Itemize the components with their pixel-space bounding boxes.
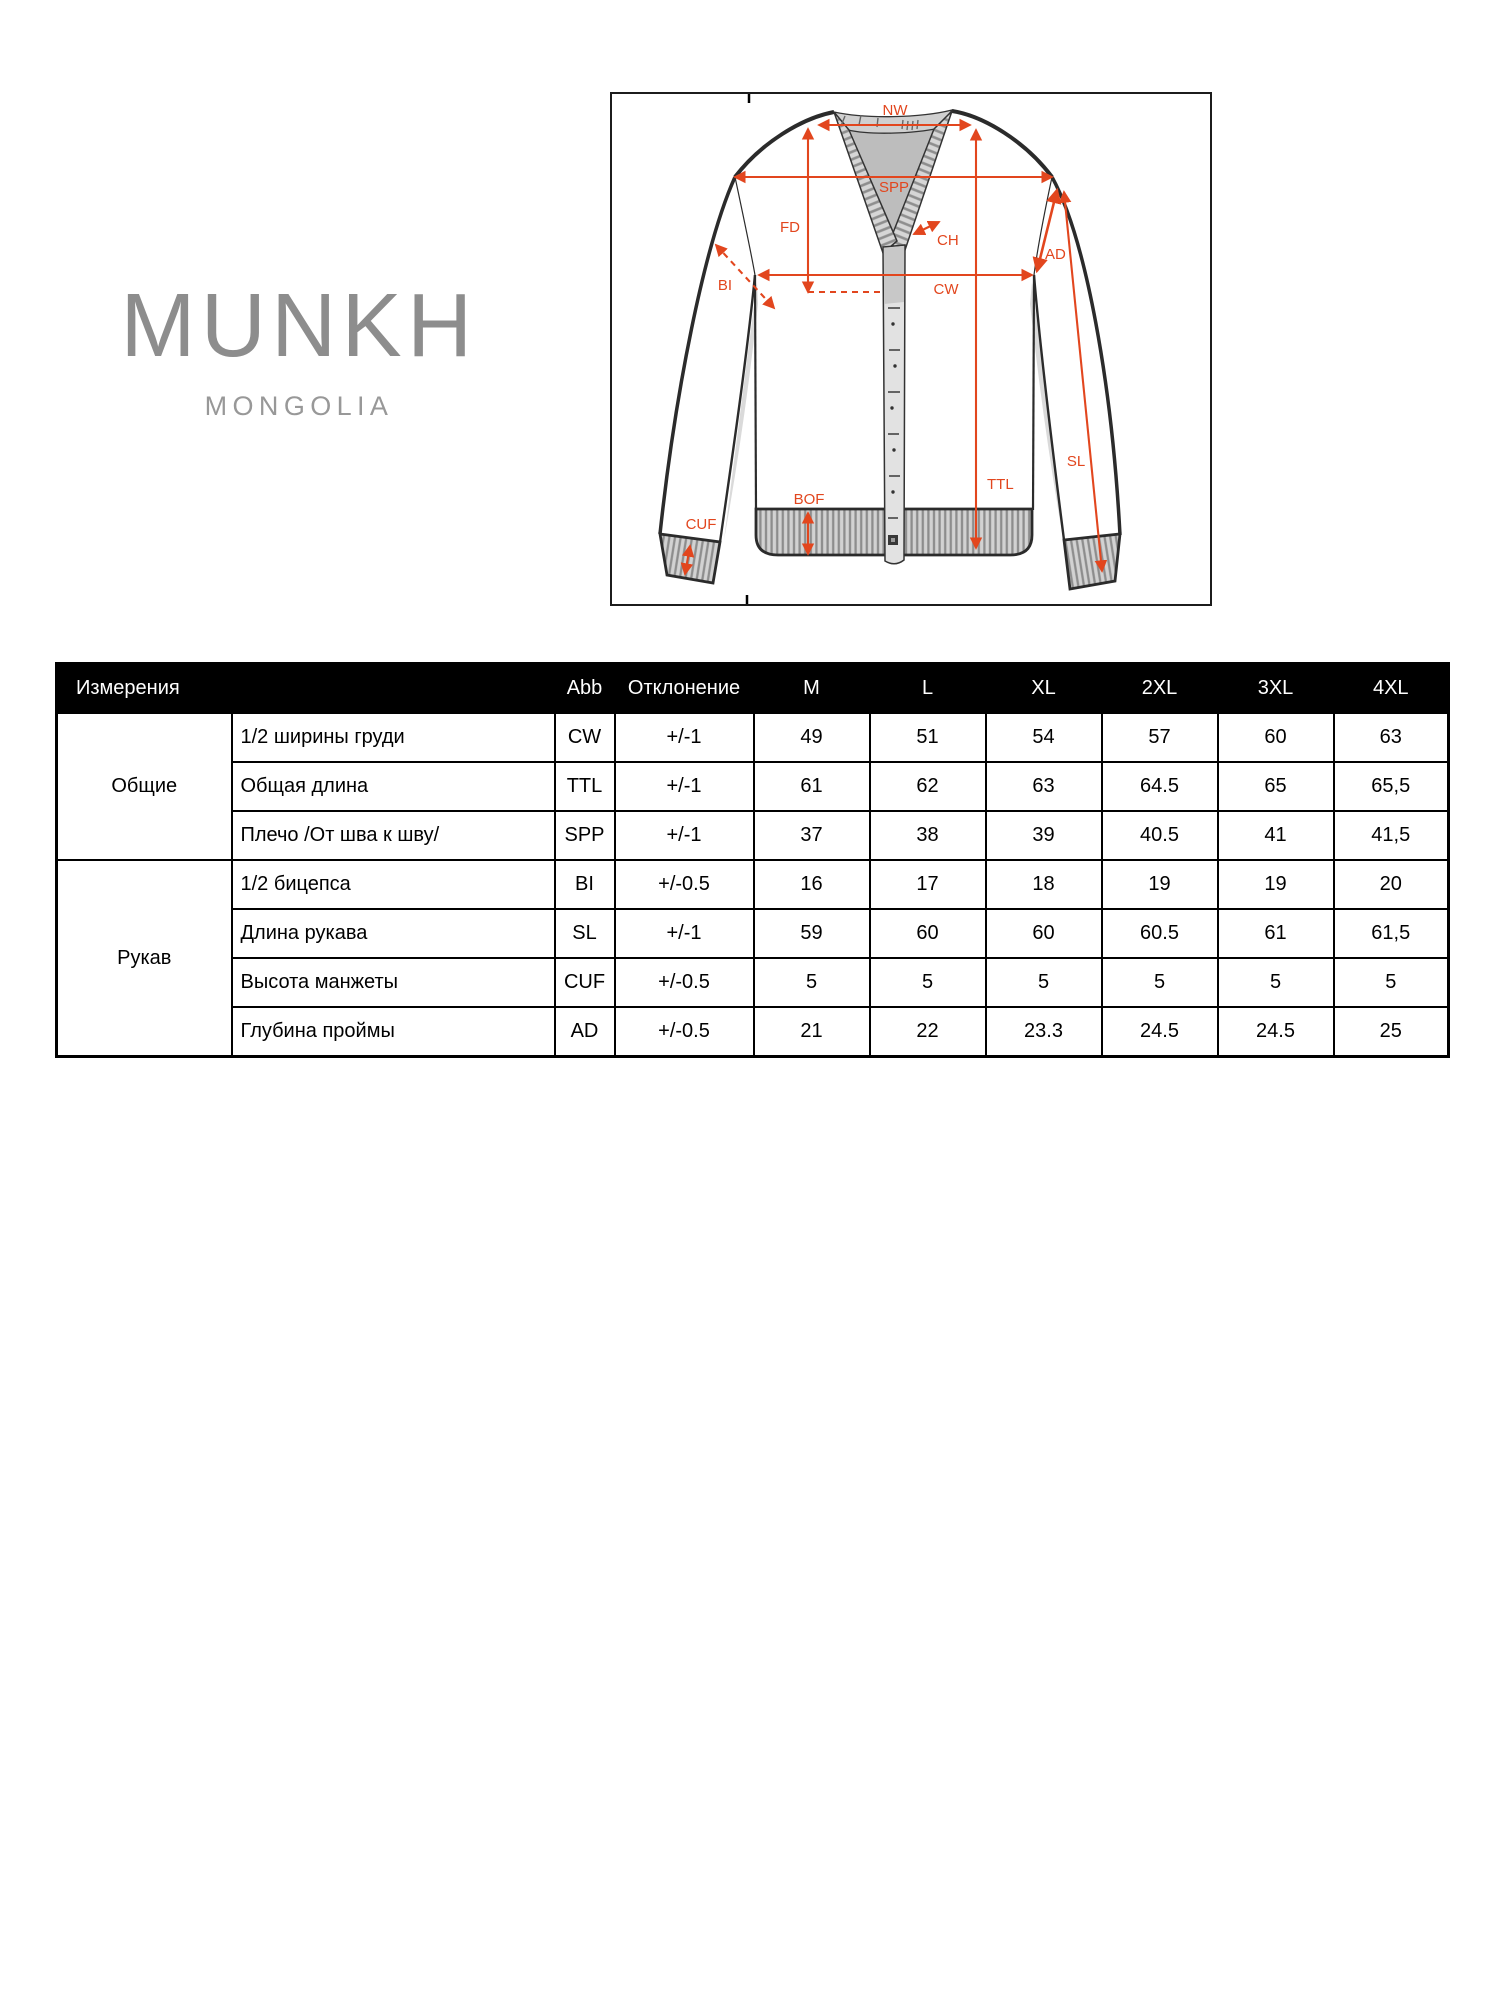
size-value-cell: 23.3 xyxy=(986,1007,1102,1057)
header-abb: Abb xyxy=(555,664,615,714)
header-size-3xl: 3XL xyxy=(1218,664,1334,714)
measurement-name-cell: Длина рукава xyxy=(232,909,555,958)
measure-label-ch: CH xyxy=(937,232,959,249)
size-value-cell: 19 xyxy=(1102,860,1218,909)
header-size-l: L xyxy=(870,664,986,714)
measurement-name-cell: Плечо /От шва к шву/ xyxy=(232,811,555,860)
size-value-cell: 51 xyxy=(870,713,986,762)
table-row xyxy=(57,1007,1449,1057)
header-size-xl: XL xyxy=(986,664,1102,714)
deviation-cell: +/-0.5 xyxy=(615,958,754,1007)
measure-label-spp: SPP xyxy=(878,179,910,196)
measure-label-nw: NW xyxy=(882,102,908,119)
size-value-cell: 5 xyxy=(754,958,870,1007)
size-value-cell: 20 xyxy=(1334,860,1449,909)
measurement-name-cell: 1/2 бицепса xyxy=(232,860,555,909)
size-value-cell: 62 xyxy=(870,762,986,811)
measurement-name-cell: Глубина проймы xyxy=(232,1007,555,1057)
size-value-cell: 60 xyxy=(870,909,986,958)
group-cell: Рукав xyxy=(57,860,232,1057)
size-value-cell: 17 xyxy=(870,860,986,909)
header-deviation: Отклонение xyxy=(615,664,754,714)
header-measurements: Измерения xyxy=(57,664,555,714)
size-value-cell: 22 xyxy=(870,1007,986,1057)
header-size-m: M xyxy=(754,664,870,714)
size-value-cell: 41 xyxy=(1218,811,1334,860)
measurement-name-cell: 1/2 ширины груди xyxy=(232,713,555,762)
size-value-cell: 5 xyxy=(1218,958,1334,1007)
measure-label-fd: FD xyxy=(780,219,800,236)
size-value-cell: 64.5 xyxy=(1102,762,1218,811)
left-cuff-ribbing xyxy=(660,534,720,583)
deviation-cell: +/-0.5 xyxy=(615,860,754,909)
size-value-cell: 60 xyxy=(1218,713,1334,762)
table-row xyxy=(57,909,1449,958)
right-cuff-ribbing xyxy=(1064,534,1120,589)
size-value-cell: 60 xyxy=(986,909,1102,958)
size-value-cell: 39 xyxy=(986,811,1102,860)
brand-subtitle: MONGOLIA xyxy=(204,391,394,421)
size-value-cell: 61,5 xyxy=(1334,909,1449,958)
abbreviation-cell: TTL xyxy=(555,762,615,811)
size-value-cell: 61 xyxy=(754,762,870,811)
table-header-row xyxy=(57,664,1449,714)
size-value-cell: 5 xyxy=(1102,958,1218,1007)
brand-logo xyxy=(118,276,480,421)
measure-label-ttl: TTL xyxy=(987,476,1014,493)
measurement-name-cell: Общая длина xyxy=(232,762,555,811)
size-value-cell: 18 xyxy=(986,860,1102,909)
abbreviation-cell: BI xyxy=(555,860,615,909)
header-size-4xl: 4XL xyxy=(1334,664,1449,714)
size-table xyxy=(55,662,1450,1058)
deviation-cell: +/-1 xyxy=(615,713,754,762)
garment-diagram xyxy=(612,94,1210,604)
size-value-cell: 5 xyxy=(870,958,986,1007)
size-value-cell: 19 xyxy=(1218,860,1334,909)
measure-label-cuf: CUF xyxy=(685,516,717,533)
size-value-cell: 24.5 xyxy=(1102,1007,1218,1057)
abbreviation-cell: SPP xyxy=(555,811,615,860)
size-value-cell: 40.5 xyxy=(1102,811,1218,860)
size-value-cell: 41,5 xyxy=(1334,811,1449,860)
left-sleeve xyxy=(660,177,755,542)
table-row xyxy=(57,811,1449,860)
size-value-cell: 63 xyxy=(986,762,1102,811)
abbreviation-cell: SL xyxy=(555,909,615,958)
measurement-name-cell: Высота манжеты xyxy=(232,958,555,1007)
header-size-2xl: 2XL xyxy=(1102,664,1218,714)
garment-diagram-box xyxy=(610,92,1212,606)
table-row xyxy=(57,713,1449,762)
size-value-cell: 54 xyxy=(986,713,1102,762)
measure-label-bof: BOF xyxy=(793,491,825,508)
abbreviation-cell: CUF xyxy=(555,958,615,1007)
deviation-cell: +/-0.5 xyxy=(615,1007,754,1057)
size-value-cell: 59 xyxy=(754,909,870,958)
size-value-cell: 57 xyxy=(1102,713,1218,762)
size-value-cell: 65,5 xyxy=(1334,762,1449,811)
abbreviation-cell: AD xyxy=(555,1007,615,1057)
size-table-body xyxy=(57,713,1449,1057)
measure-label-bi: BI xyxy=(717,277,733,294)
size-value-cell: 5 xyxy=(986,958,1102,1007)
measure-label-cw: CW xyxy=(933,281,959,298)
size-value-cell: 24.5 xyxy=(1218,1007,1334,1057)
table-row xyxy=(57,958,1449,1007)
size-value-cell: 21 xyxy=(754,1007,870,1057)
size-value-cell: 37 xyxy=(754,811,870,860)
deviation-cell: +/-1 xyxy=(615,909,754,958)
size-value-cell: 16 xyxy=(754,860,870,909)
measure-label-ad: AD xyxy=(1045,246,1066,263)
table-row xyxy=(57,860,1449,909)
abbreviation-cell: CW xyxy=(555,713,615,762)
deviation-cell: +/-1 xyxy=(615,762,754,811)
size-value-cell: 60.5 xyxy=(1102,909,1218,958)
size-value-cell: 5 xyxy=(1334,958,1449,1007)
group-cell: Общие xyxy=(57,713,232,860)
brand-name: MUNKH xyxy=(120,276,478,376)
size-value-cell: 61 xyxy=(1218,909,1334,958)
table-row xyxy=(57,762,1449,811)
size-value-cell: 25 xyxy=(1334,1007,1449,1057)
size-value-cell: 65 xyxy=(1218,762,1334,811)
deviation-cell: +/-1 xyxy=(615,811,754,860)
size-value-cell: 38 xyxy=(870,811,986,860)
size-value-cell: 49 xyxy=(754,713,870,762)
measure-label-sl: SL xyxy=(1066,453,1086,470)
size-value-cell: 63 xyxy=(1334,713,1449,762)
